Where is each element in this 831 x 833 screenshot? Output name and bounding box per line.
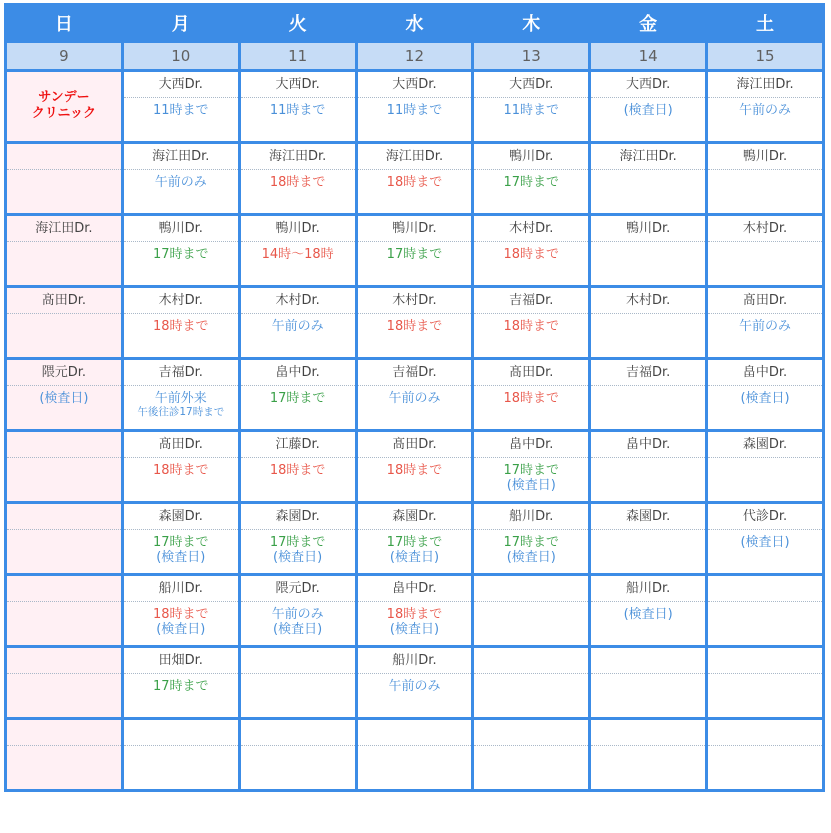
shift-note-text: 18時まで bbox=[269, 175, 326, 190]
shift-note bbox=[474, 674, 588, 699]
doctor-name: 大西Dr. bbox=[358, 72, 472, 98]
schedule-cell-thu bbox=[473, 647, 590, 719]
shift-note bbox=[474, 314, 588, 339]
shift-note bbox=[591, 674, 705, 699]
shift-note bbox=[358, 98, 472, 123]
doctor-name bbox=[474, 576, 588, 602]
schedule-cell-sat bbox=[707, 71, 824, 143]
schedule-row bbox=[6, 575, 824, 647]
schedule-cell-sat bbox=[707, 143, 824, 215]
schedule-cell-mon bbox=[122, 503, 239, 575]
shift-note bbox=[474, 98, 588, 123]
doctor-name bbox=[708, 576, 822, 602]
shift-note bbox=[708, 170, 822, 195]
shift-note-text: (検査日) bbox=[623, 607, 673, 622]
shift-note-text: 17時まで bbox=[269, 535, 326, 550]
shift-note-text: 17時まで bbox=[152, 679, 209, 694]
shift-note bbox=[241, 386, 355, 411]
doctor-name: 畠中Dr. bbox=[591, 432, 705, 458]
shift-note bbox=[241, 674, 355, 699]
shift-note bbox=[474, 530, 588, 565]
shift-note bbox=[358, 674, 472, 699]
schedule-cell-fri bbox=[590, 503, 707, 575]
doctor-name: 森園Dr. bbox=[241, 504, 355, 530]
doctor-name: 畠中Dr. bbox=[474, 432, 588, 458]
shift-note bbox=[358, 746, 472, 771]
doctor-name: 海江田Dr. bbox=[241, 144, 355, 170]
shift-note bbox=[124, 602, 238, 637]
shift-note bbox=[7, 746, 121, 771]
shift-note bbox=[241, 746, 355, 771]
shift-note bbox=[591, 458, 705, 483]
shift-note bbox=[124, 98, 238, 123]
weekday-header-tue: 火 bbox=[239, 5, 356, 42]
shift-note bbox=[708, 602, 822, 627]
doctor-name bbox=[358, 720, 472, 746]
schedule-cell-sun bbox=[6, 719, 123, 791]
shift-note-text: 18時まで bbox=[386, 607, 443, 622]
schedule-cell-sun bbox=[6, 359, 123, 431]
doctor-name bbox=[708, 648, 822, 674]
doctor-name: 代診Dr. bbox=[708, 504, 822, 530]
doctor-name bbox=[708, 720, 822, 746]
shift-note-text: (検査日) bbox=[273, 550, 323, 565]
doctor-name bbox=[7, 432, 121, 458]
schedule-cell-mon bbox=[122, 287, 239, 359]
schedule-cell-mon bbox=[122, 215, 239, 287]
shift-note-text: 11時まで bbox=[152, 103, 209, 118]
weekday-header-sat: 土 bbox=[707, 5, 824, 42]
doctor-name bbox=[7, 504, 121, 530]
shift-note bbox=[124, 674, 238, 699]
doctor-name: 木村Dr. bbox=[358, 288, 472, 314]
doctor-name bbox=[474, 720, 588, 746]
schedule-row bbox=[6, 215, 824, 287]
schedule-cell-sat bbox=[707, 575, 824, 647]
shift-note-text: 18時まで bbox=[269, 463, 326, 478]
date-header-sun: 9 bbox=[6, 42, 123, 71]
schedule-cell-thu bbox=[473, 719, 590, 791]
weekday-header-row bbox=[6, 5, 824, 42]
shift-note bbox=[241, 458, 355, 483]
shift-note bbox=[474, 386, 588, 411]
doctor-name bbox=[7, 576, 121, 602]
doctor-name: 海江田Dr. bbox=[708, 72, 822, 98]
doctor-name: 木村Dr. bbox=[124, 288, 238, 314]
doctor-name: 髙田Dr. bbox=[7, 288, 121, 314]
date-header-sat: 15 bbox=[707, 42, 824, 71]
shift-note bbox=[591, 170, 705, 195]
shift-note bbox=[591, 386, 705, 411]
shift-note bbox=[7, 170, 121, 195]
shift-note bbox=[7, 458, 121, 483]
shift-note-text: 17時まで bbox=[503, 535, 560, 550]
shift-note-text: 午後往診17時まで bbox=[137, 406, 225, 418]
shift-note-text: 17時まで bbox=[386, 247, 443, 262]
shift-note bbox=[591, 314, 705, 339]
schedule-cell-sat bbox=[707, 647, 824, 719]
schedule-cell-mon bbox=[122, 719, 239, 791]
weekday-header-wed: 水 bbox=[356, 5, 473, 42]
schedule-row bbox=[6, 503, 824, 575]
schedule-cell-fri bbox=[590, 71, 707, 143]
doctor-name bbox=[7, 144, 121, 170]
shift-note-text: 18時まで bbox=[503, 319, 560, 334]
shift-note bbox=[474, 458, 588, 493]
weekday-header-mon: 月 bbox=[122, 5, 239, 42]
shift-note bbox=[7, 530, 121, 555]
shift-note bbox=[708, 314, 822, 339]
schedule-cell-mon bbox=[122, 575, 239, 647]
shift-note bbox=[7, 386, 121, 411]
schedule-cell-tue bbox=[239, 287, 356, 359]
shift-note bbox=[241, 98, 355, 123]
doctor-name: 船川Dr. bbox=[124, 576, 238, 602]
schedule-row bbox=[6, 359, 824, 431]
schedule-cell-sat bbox=[707, 719, 824, 791]
schedule-cell-thu bbox=[473, 431, 590, 503]
schedule-cell-sun bbox=[6, 431, 123, 503]
shift-note bbox=[708, 386, 822, 411]
doctor-name: 船川Dr. bbox=[591, 576, 705, 602]
shift-note-text: (検査日) bbox=[156, 622, 206, 637]
schedule-cell-wed bbox=[356, 575, 473, 647]
schedule-cell-tue bbox=[239, 215, 356, 287]
doctor-name: 森園Dr. bbox=[124, 504, 238, 530]
shift-note-text: 午前のみ bbox=[388, 391, 441, 406]
doctor-name: 髙田Dr. bbox=[124, 432, 238, 458]
doctor-name: 大西Dr. bbox=[124, 72, 238, 98]
schedule-cell-wed bbox=[356, 503, 473, 575]
schedule-cell-wed bbox=[356, 719, 473, 791]
schedule-cell-fri bbox=[590, 215, 707, 287]
shift-note-text: 17時まで bbox=[152, 247, 209, 262]
schedule-cell-sun bbox=[6, 503, 123, 575]
schedule-cell-mon bbox=[122, 71, 239, 143]
shift-note bbox=[241, 530, 355, 565]
schedule-cell-mon bbox=[122, 647, 239, 719]
doctor-name: 木村Dr. bbox=[474, 216, 588, 242]
shift-note-text: 午前のみ bbox=[739, 103, 792, 118]
schedule-row bbox=[6, 287, 824, 359]
doctor-name: 吉福Dr. bbox=[358, 360, 472, 386]
doctor-name: 鴨川Dr. bbox=[591, 216, 705, 242]
schedule-cell-fri bbox=[590, 719, 707, 791]
shift-note-text: 午前のみ bbox=[739, 319, 792, 334]
shift-note bbox=[124, 242, 238, 267]
schedule-cell-tue bbox=[239, 359, 356, 431]
doctor-name: 船川Dr. bbox=[358, 648, 472, 674]
doctor-name: 吉福Dr. bbox=[474, 288, 588, 314]
shift-note-text: 午前のみ bbox=[271, 607, 324, 622]
doctor-name: 鴨川Dr. bbox=[474, 144, 588, 170]
weekday-header-thu: 木 bbox=[473, 5, 590, 42]
doctor-name: 大西Dr. bbox=[591, 72, 705, 98]
clinic-label bbox=[7, 72, 121, 122]
doctor-name: 鴨川Dr. bbox=[124, 216, 238, 242]
doctor-name: 吉福Dr. bbox=[591, 360, 705, 386]
doctor-name: 隈元Dr. bbox=[7, 360, 121, 386]
doctor-name: 木村Dr. bbox=[708, 216, 822, 242]
doctor-name: 海江田Dr. bbox=[7, 216, 121, 242]
schedule-cell-sat bbox=[707, 287, 824, 359]
doctor-name: 畠中Dr. bbox=[241, 360, 355, 386]
shift-note-text: (検査日) bbox=[740, 391, 790, 406]
shift-note bbox=[591, 602, 705, 627]
shift-note bbox=[591, 746, 705, 771]
schedule-cell-sat bbox=[707, 503, 824, 575]
shift-note bbox=[241, 170, 355, 195]
doctor-name: 鴨川Dr. bbox=[358, 216, 472, 242]
schedule-cell-sat bbox=[707, 215, 824, 287]
shift-note bbox=[591, 98, 705, 123]
schedule-cell-wed bbox=[356, 215, 473, 287]
weekday-header-fri: 金 bbox=[590, 5, 707, 42]
shift-note-text: (検査日) bbox=[506, 478, 556, 493]
doctor-name: 鴨川Dr. bbox=[241, 216, 355, 242]
schedule-cell-fri bbox=[590, 359, 707, 431]
shift-note-text: 11時まで bbox=[503, 103, 560, 118]
shift-note-text: 18時まで bbox=[152, 463, 209, 478]
shift-note-text: 午前のみ bbox=[271, 319, 324, 334]
schedule-cell-thu bbox=[473, 215, 590, 287]
schedule-cell-sun bbox=[6, 143, 123, 215]
doctor-name: 吉福Dr. bbox=[124, 360, 238, 386]
schedule-cell-tue bbox=[239, 575, 356, 647]
doctor-schedule-table bbox=[4, 3, 825, 792]
doctor-name: 畠中Dr. bbox=[708, 360, 822, 386]
shift-note bbox=[124, 386, 238, 418]
doctor-name: 隈元Dr. bbox=[241, 576, 355, 602]
shift-note-text: (検査日) bbox=[39, 391, 89, 406]
doctor-name bbox=[591, 648, 705, 674]
shift-note bbox=[708, 530, 822, 555]
schedule-cell-thu bbox=[473, 287, 590, 359]
doctor-name: 畠中Dr. bbox=[358, 576, 472, 602]
shift-note-text: (検査日) bbox=[506, 550, 556, 565]
date-header-fri: 14 bbox=[590, 42, 707, 71]
schedule-cell-mon bbox=[122, 143, 239, 215]
schedule-row bbox=[6, 719, 824, 791]
shift-note bbox=[708, 242, 822, 267]
doctor-name bbox=[591, 720, 705, 746]
doctor-name: 髙田Dr. bbox=[358, 432, 472, 458]
doctor-name bbox=[241, 720, 355, 746]
shift-note bbox=[124, 458, 238, 483]
shift-note-text: (検査日) bbox=[740, 535, 790, 550]
shift-note bbox=[124, 746, 238, 771]
schedule-cell-tue bbox=[239, 503, 356, 575]
shift-note-text: 11時まで bbox=[386, 103, 443, 118]
schedule-cell-tue bbox=[239, 647, 356, 719]
clinic-label-line: サンデー bbox=[38, 90, 90, 105]
weekday-header-sun: 日 bbox=[6, 5, 123, 42]
doctor-name: 船川Dr. bbox=[474, 504, 588, 530]
shift-note bbox=[241, 314, 355, 339]
shift-note bbox=[591, 242, 705, 267]
shift-note bbox=[124, 170, 238, 195]
schedule-cell-sun bbox=[6, 647, 123, 719]
shift-note-text: (検査日) bbox=[623, 103, 673, 118]
doctor-name bbox=[474, 648, 588, 674]
shift-note-text: 18時まで bbox=[386, 463, 443, 478]
shift-note-text: 18時まで bbox=[386, 175, 443, 190]
schedule-row bbox=[6, 431, 824, 503]
schedule-cell-tue bbox=[239, 143, 356, 215]
doctor-name bbox=[7, 720, 121, 746]
schedule-cell-fri bbox=[590, 143, 707, 215]
schedule-cell-mon bbox=[122, 359, 239, 431]
schedule-cell-fri bbox=[590, 575, 707, 647]
shift-note-text: 14時〜18時 bbox=[261, 247, 334, 262]
date-header-wed: 12 bbox=[356, 42, 473, 71]
schedule-cell-thu bbox=[473, 71, 590, 143]
shift-note bbox=[124, 314, 238, 339]
doctor-name: 江藤Dr. bbox=[241, 432, 355, 458]
schedule-cell-wed bbox=[356, 287, 473, 359]
shift-note-text: 18時まで bbox=[503, 391, 560, 406]
shift-note-text: 17時まで bbox=[503, 463, 560, 478]
date-header-row bbox=[6, 42, 824, 71]
doctor-name: 森園Dr. bbox=[708, 432, 822, 458]
schedule-cell-thu bbox=[473, 143, 590, 215]
shift-note bbox=[358, 170, 472, 195]
shift-note bbox=[7, 674, 121, 699]
shift-note-text: (検査日) bbox=[389, 550, 440, 565]
schedule-cell-thu bbox=[473, 359, 590, 431]
schedule-cell-thu bbox=[473, 503, 590, 575]
shift-note bbox=[358, 530, 472, 565]
shift-note-text: 18時まで bbox=[152, 319, 209, 334]
doctor-name: 田畑Dr. bbox=[124, 648, 238, 674]
schedule-cell-sat bbox=[707, 431, 824, 503]
shift-note-text: 午前のみ bbox=[154, 175, 207, 190]
shift-note-text: (検査日) bbox=[273, 622, 323, 637]
shift-note bbox=[358, 602, 472, 637]
doctor-name: 海江田Dr. bbox=[124, 144, 238, 170]
shift-note-text: 午前のみ bbox=[388, 679, 441, 694]
doctor-name bbox=[241, 648, 355, 674]
shift-note bbox=[591, 530, 705, 555]
schedule-cell-fri bbox=[590, 431, 707, 503]
shift-note-text: 17時まで bbox=[152, 535, 209, 550]
shift-note bbox=[358, 458, 472, 483]
doctor-name: 髙田Dr. bbox=[708, 288, 822, 314]
clinic-label-line: クリニック bbox=[31, 106, 97, 121]
shift-note-text: (検査日) bbox=[389, 622, 440, 637]
doctor-name: 木村Dr. bbox=[241, 288, 355, 314]
shift-note bbox=[358, 242, 472, 267]
doctor-name: 森園Dr. bbox=[358, 504, 472, 530]
shift-note bbox=[708, 458, 822, 483]
schedule-cell-wed bbox=[356, 647, 473, 719]
schedule-cell-sun bbox=[6, 575, 123, 647]
shift-note-text: 18時まで bbox=[152, 607, 209, 622]
shift-note bbox=[474, 602, 588, 627]
doctor-name: 大西Dr. bbox=[241, 72, 355, 98]
schedule-cell-tue bbox=[239, 431, 356, 503]
shift-note-text: 18時まで bbox=[386, 319, 443, 334]
schedule-cell-tue bbox=[239, 71, 356, 143]
date-header-tue: 11 bbox=[239, 42, 356, 71]
doctor-name: 大西Dr. bbox=[474, 72, 588, 98]
shift-note-text: 午前外来 bbox=[154, 391, 207, 406]
schedule-cell-wed bbox=[356, 431, 473, 503]
schedule-cell-tue bbox=[239, 719, 356, 791]
schedule-cell-fri bbox=[590, 287, 707, 359]
shift-note bbox=[7, 602, 121, 627]
schedule-cell-mon bbox=[122, 431, 239, 503]
shift-note bbox=[708, 674, 822, 699]
schedule-cell-sun bbox=[6, 215, 123, 287]
schedule-cell-sun bbox=[6, 287, 123, 359]
shift-note-text: 11時まで bbox=[269, 103, 326, 118]
shift-note bbox=[7, 242, 121, 267]
shift-note bbox=[474, 746, 588, 771]
schedule-cell-wed bbox=[356, 359, 473, 431]
doctor-name: 海江田Dr. bbox=[358, 144, 472, 170]
doctor-name: 森園Dr. bbox=[591, 504, 705, 530]
shift-note-text: (検査日) bbox=[156, 550, 206, 565]
schedule-cell-fri bbox=[590, 647, 707, 719]
shift-note bbox=[241, 602, 355, 637]
shift-note-text: 17時まで bbox=[269, 391, 326, 406]
date-header-mon: 10 bbox=[122, 42, 239, 71]
schedule-cell-wed bbox=[356, 143, 473, 215]
shift-note-text: 18時まで bbox=[503, 247, 560, 262]
schedule-row bbox=[6, 71, 824, 143]
doctor-name: 鴨川Dr. bbox=[708, 144, 822, 170]
doctor-name bbox=[7, 648, 121, 674]
shift-note bbox=[124, 530, 238, 565]
date-header-thu: 13 bbox=[473, 42, 590, 71]
shift-note bbox=[358, 386, 472, 411]
schedule-cell-wed bbox=[356, 71, 473, 143]
schedule-cell-sun bbox=[6, 71, 123, 143]
schedule-row bbox=[6, 143, 824, 215]
schedule-row bbox=[6, 647, 824, 719]
shift-note bbox=[358, 314, 472, 339]
schedule-cell-thu bbox=[473, 575, 590, 647]
doctor-name: 髙田Dr. bbox=[474, 360, 588, 386]
shift-note bbox=[474, 242, 588, 267]
shift-note bbox=[241, 242, 355, 267]
shift-note bbox=[708, 98, 822, 123]
shift-note bbox=[708, 746, 822, 771]
shift-note-text: 17時まで bbox=[386, 535, 443, 550]
shift-note-text: 17時まで bbox=[503, 175, 560, 190]
schedule-body bbox=[6, 71, 824, 791]
doctor-name: 海江田Dr. bbox=[591, 144, 705, 170]
shift-note bbox=[7, 314, 121, 339]
doctor-name bbox=[124, 720, 238, 746]
schedule-cell-sat bbox=[707, 359, 824, 431]
shift-note bbox=[474, 170, 588, 195]
doctor-name: 木村Dr. bbox=[591, 288, 705, 314]
